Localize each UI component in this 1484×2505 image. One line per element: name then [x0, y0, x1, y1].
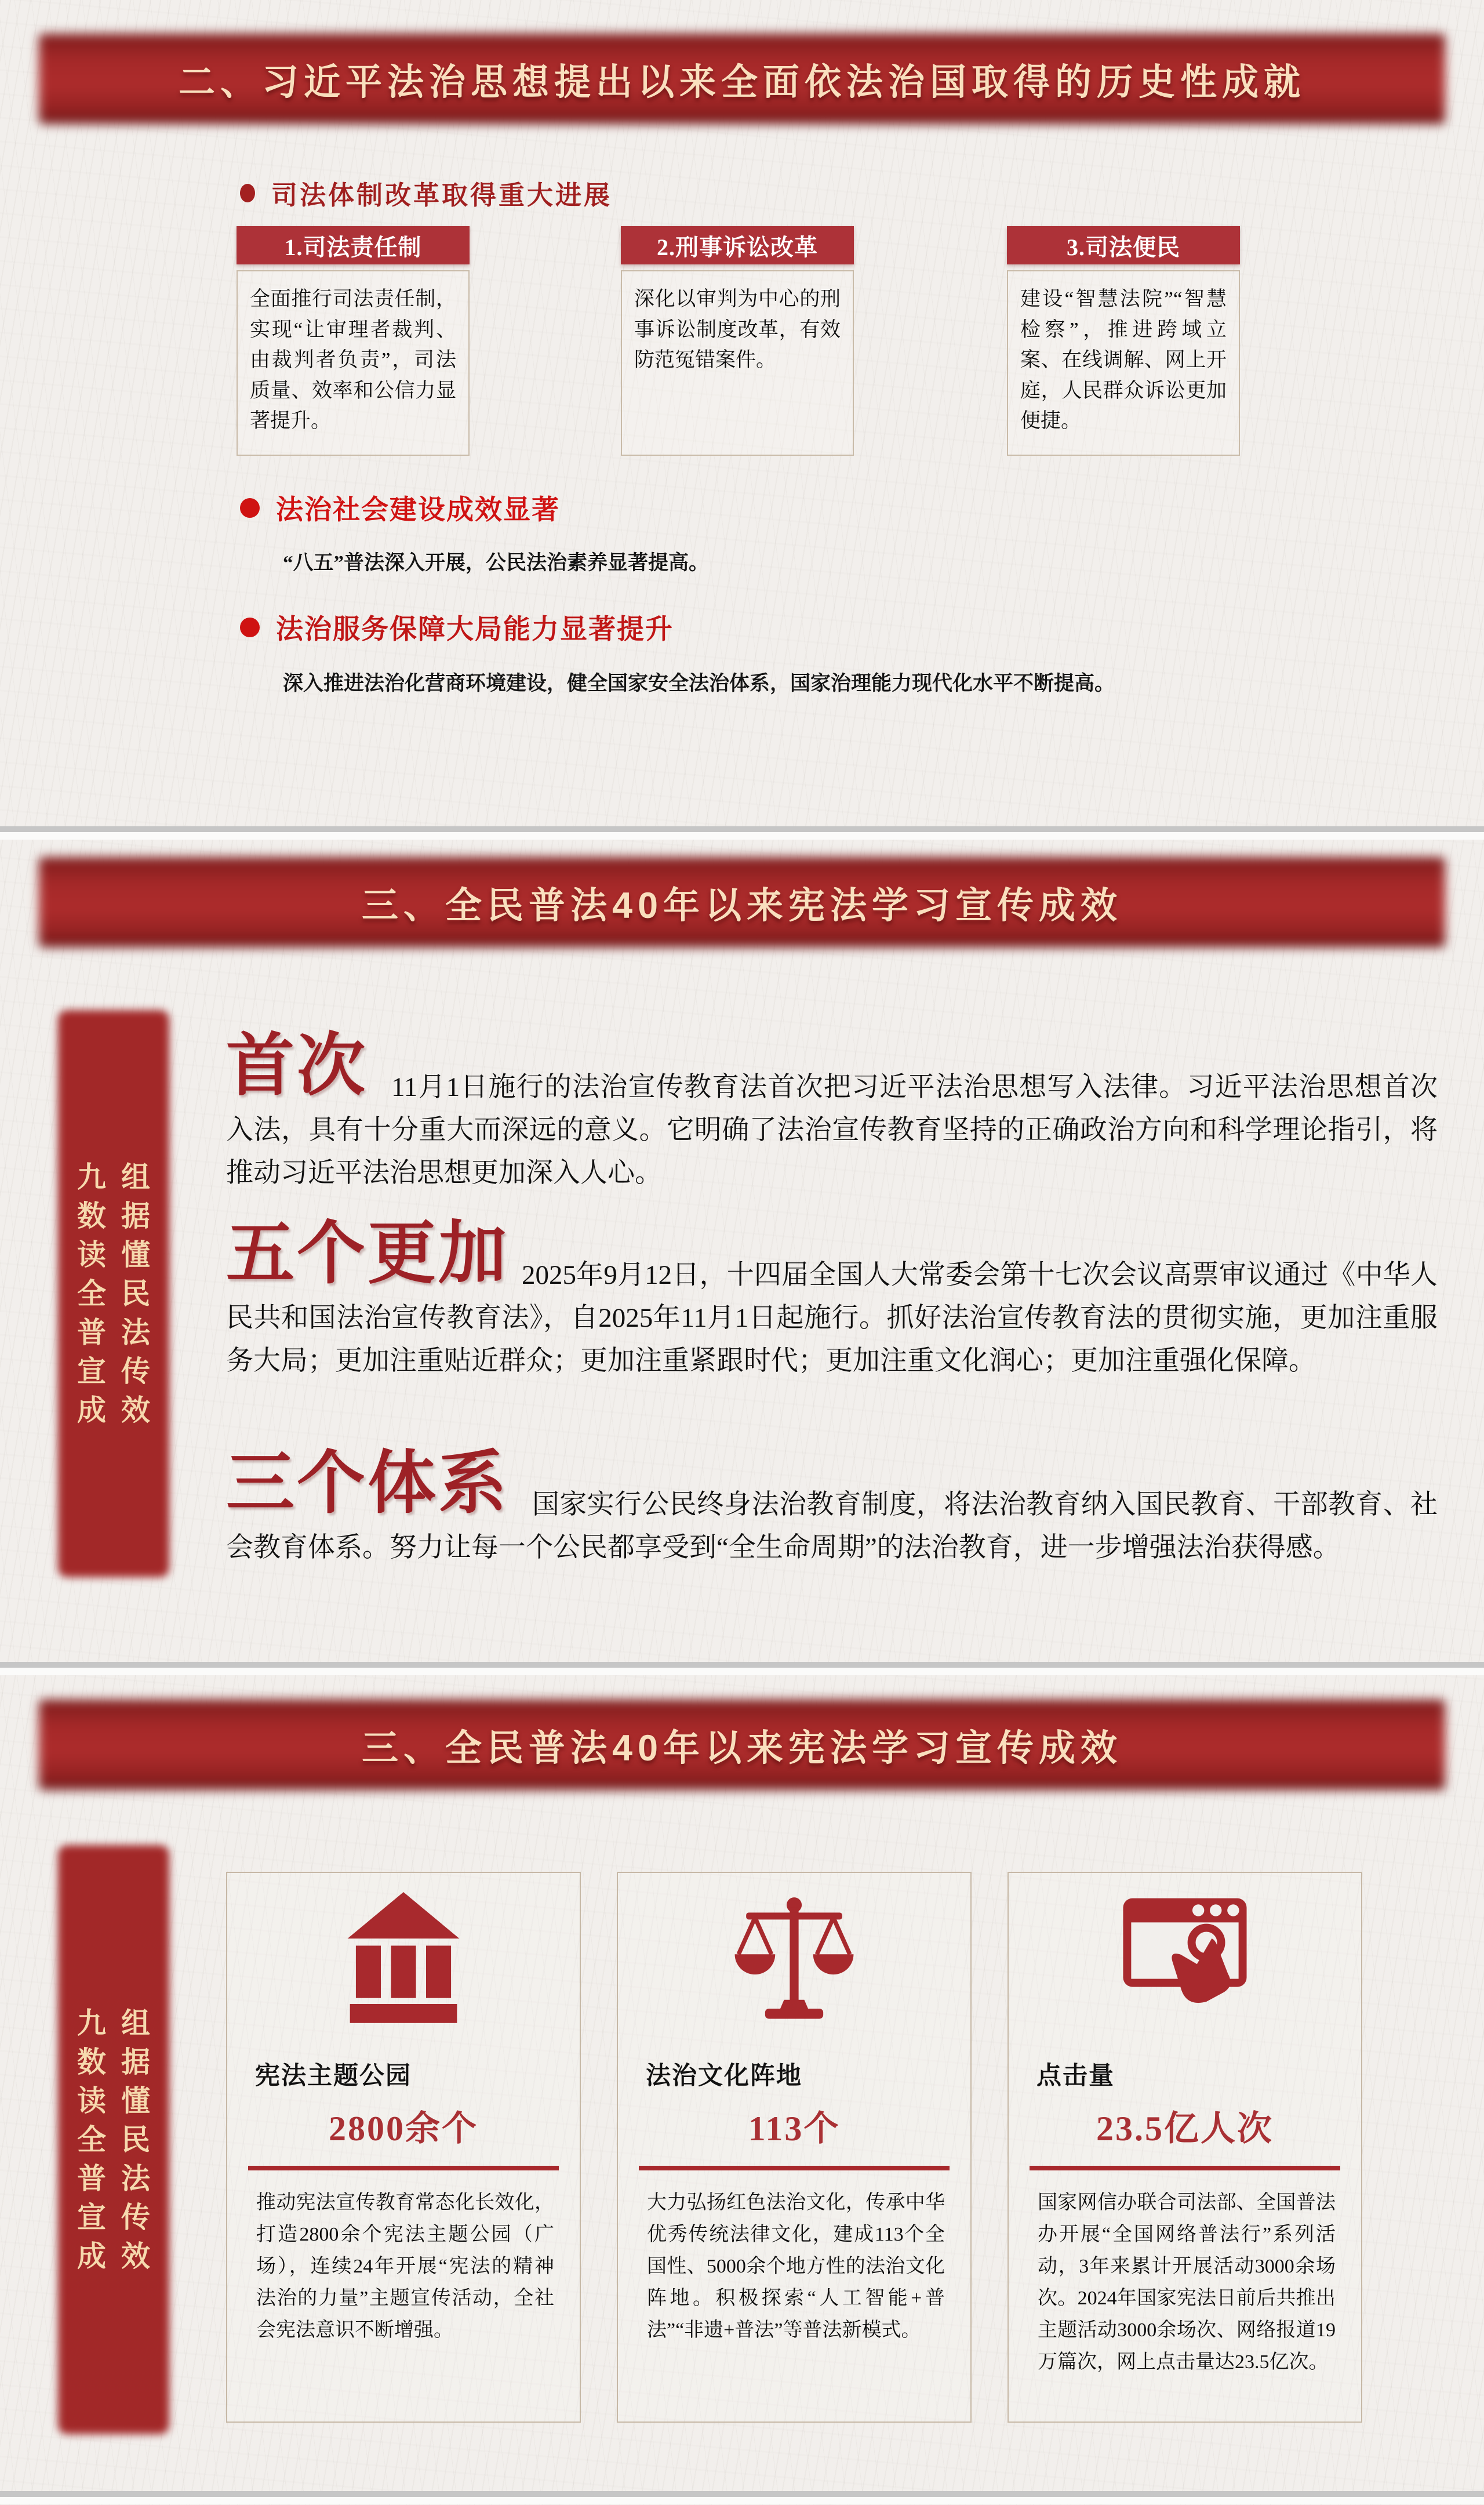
click-icon: [1009, 1883, 1361, 2035]
sidebar-nine-data-groups: [58, 1010, 169, 1577]
sidebar-row: 全民: [77, 1277, 165, 1310]
sidebar-row: 九组: [77, 2006, 165, 2039]
slide-separator: [0, 826, 1484, 840]
bullet-3-label: 法治服务保障大局能力显著提升: [276, 613, 674, 644]
card-2-body: 大力弘扬红色法治文化，传承中华优秀传统法律文化，建成113个全国性、5000余个地方性的法治文化阵地。积极探索“人工智能+普法”“非遗+普法”等普法新模式。: [647, 2192, 945, 2341]
block-first-time: [226, 1028, 1438, 1195]
sidebar-row: 宣传: [77, 1355, 165, 1388]
info-box-3-header: 3.司法便民: [1007, 226, 1240, 264]
sidebar-row: 数据: [77, 2045, 165, 2078]
card-1-body: 推动宪法宣传教育常态化长效化，打造2800余个宪法主题公园（广场），连续24年开展“宪法的精神 法治的力量”主题宣传活动，全社会宪法意识不断增强。: [256, 2192, 554, 2341]
sidebar-row: 读懂: [77, 2084, 165, 2117]
bullet-service-capability: [240, 608, 674, 647]
card-2-title: 法治文化阵地: [646, 2063, 802, 2090]
sidebar-row: 数据: [77, 1199, 165, 1232]
keyword-three-systems: 三个体系: [226, 1446, 510, 1522]
card-3-title: 点击量: [1036, 2063, 1115, 2090]
slide-separator: [0, 2491, 1484, 2505]
info-box-1-body: 全面推行司法责任制，实现“让审理者裁判、由裁判者负责”，司法质量、效率和公信力显著提升。: [237, 270, 470, 456]
card-click-volume: [1007, 1872, 1362, 2423]
card-3-number: 23.5亿人次: [1096, 2110, 1274, 2148]
info-box-judicial-responsibility: [237, 226, 470, 456]
bullet-3-note: 深入推进法治化营商环境建设，健全国家安全法治体系，国家治理能力现代化水平不断提高。: [283, 672, 1115, 695]
sidebar-row: 成效: [77, 2239, 165, 2272]
scales-icon: [618, 1883, 970, 2035]
sidebar-row: 全民: [77, 2123, 165, 2156]
separator-line: [0, 826, 1484, 832]
card-1-number: 2800余个: [329, 2110, 478, 2148]
separator-line: [0, 1662, 1484, 1668]
sidebar-nine-data-groups: [58, 1845, 169, 2434]
separator-gap: [0, 1668, 1484, 1675]
block-five-mores: [226, 1216, 1438, 1382]
sidebar-row: 九组: [77, 1160, 165, 1193]
info-box-judicial-convenience: [1007, 226, 1240, 456]
info-box-criminal-procedure: [621, 226, 854, 456]
sidebar-row: 成效: [77, 1393, 165, 1426]
keyword-five-mores: 五个更加: [226, 1216, 510, 1292]
section-1-title: 二、习近平法治思想提出以来全面依法治国取得的历史性成就: [179, 61, 1305, 103]
separator-gap: [0, 2497, 1484, 2504]
bullet-dot-icon: [240, 184, 255, 202]
info-box-2-header: 2.刑事诉讼改革: [621, 226, 854, 264]
section-banner-2: [38, 854, 1446, 951]
info-box-1-header: 1.司法责任制: [237, 226, 470, 264]
bullet-2-label: 法治社会建设成效显著: [276, 494, 560, 525]
card-3-body: 国家网信办联合司法部、全国普法办开展“全国网络普法行”系列活动，3年来累计开展活动3000余场次。2024年国家宪法日前后共推出主题活动3000余场次、网络报道19万篇次，网上点击量达23.5亿次。: [1038, 2192, 1336, 2373]
sidebar-row: 普法: [77, 1316, 165, 1349]
card-underline: [248, 2166, 559, 2170]
bullet-2-note: “八五”普法深入开展，公民法治素养显著提高。: [283, 551, 710, 574]
block-1-text: 11月1日施行的法治宣传教育法首次把习近平法治思想写入法律。习近平法治思想首次入法，具有十分重大而深远的意义。它明确了法治宣传教育坚持的正确政治方向和科学理论指引，将推动习近平法治思想更加深入人心。: [226, 1072, 1438, 1188]
bullet-dot-icon: [240, 498, 260, 518]
bullet-1-label: 司法体制改革取得重大进展: [271, 181, 613, 210]
section-2-title: 三、全民普法40年以来宪法学习宣传成效: [361, 885, 1123, 926]
separator-line: [0, 2491, 1484, 2497]
section-3-title: 三、全民普法40年以来宪法学习宣传成效: [361, 1727, 1123, 1769]
block-3-text: 国家实行公民终身法治教育制度，将法治教育纳入国民教育、干部教育、社会教育体系。努力让每一个公民都享受到“全生命周期”的法治教育，进一步增强法治获得感。: [226, 1490, 1438, 1563]
card-1-title: 宪法主题公园: [255, 2063, 412, 2090]
section-banner-1: [38, 30, 1446, 128]
card-underline: [1030, 2166, 1340, 2170]
bullet-dot-icon: [240, 618, 260, 637]
bullet-law-society: [240, 488, 560, 527]
card-2-number: 113个: [748, 2110, 841, 2148]
block-2-text: 2025年9月12日，十四届全国人大常委会第十七次会议高票审议通过《中华人民共和国法治宣传教育法》，自2025年11月1日起施行。抓好法治宣传教育法的贯彻实施，更加注重服务大局；更加注重贴近群众；更加注重紧跟时代；更加注重文化润心；更加注重强化保障。: [226, 1260, 1438, 1376]
info-box-2-body: 深化以审判为中心的刑事诉讼制度改革，有效防范冤错案件。: [621, 270, 854, 456]
section-banner-3: [38, 1696, 1446, 1794]
sidebar-row: 宣传: [77, 2201, 165, 2234]
separator-gap: [0, 832, 1484, 840]
keyword-first-time: 首次: [226, 1028, 368, 1104]
slide-separator: [0, 1662, 1484, 1676]
block-three-systems: [226, 1446, 1438, 1569]
card-legal-culture-sites: [617, 1872, 972, 2423]
bullet-judicial-system-reform: [240, 174, 612, 212]
card-constitution-theme-parks: [226, 1872, 581, 2423]
card-underline: [639, 2166, 950, 2170]
info-box-3-body: 建设“智慧法院”“智慧检察”，推进跨域立案、在线调解、网上开庭，人民群众诉讼更加便捷。: [1007, 270, 1240, 456]
sidebar-row: 读懂: [77, 1238, 165, 1271]
sidebar-row: 普法: [77, 2162, 165, 2195]
courthouse-icon: [227, 1883, 580, 2035]
